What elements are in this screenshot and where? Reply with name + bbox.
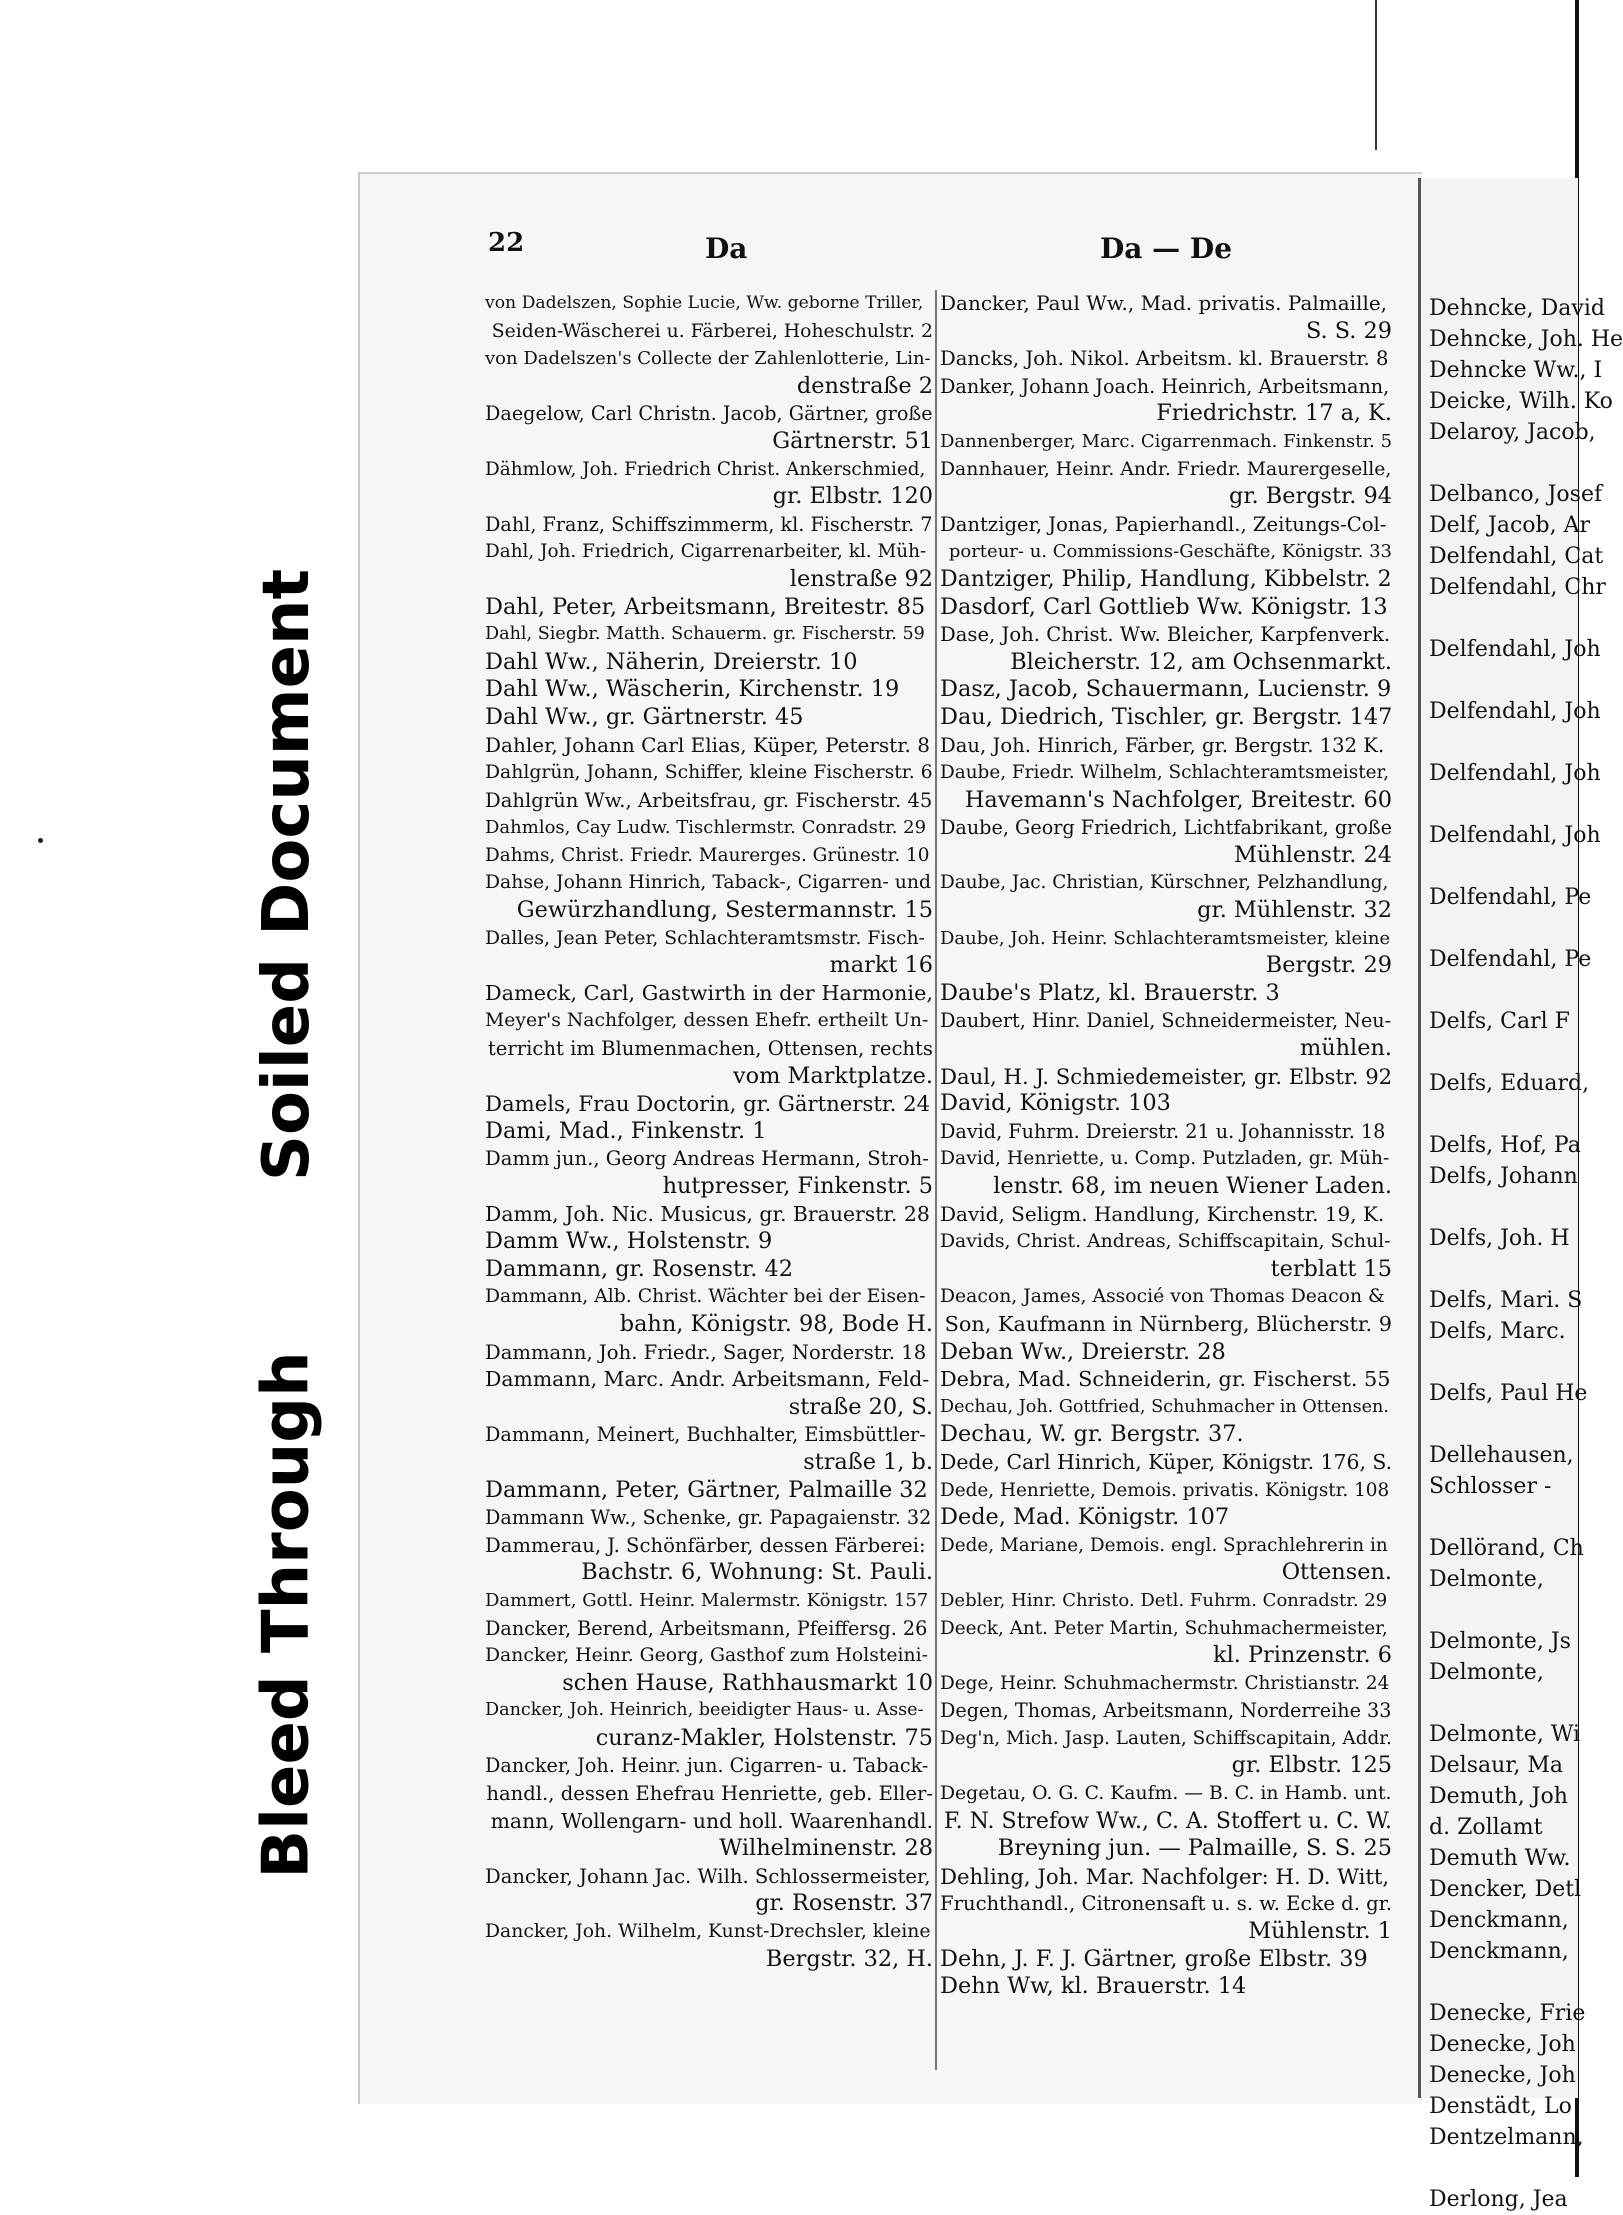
next-page-column: [1429, 293, 1623, 2215]
directory-entry-line: Dechau, W. gr. Bergstr. 37.: [940, 1421, 1244, 1448]
column-divider: [935, 290, 937, 2070]
directory-entry-line: Bergstr. 32, H.: [765, 1945, 933, 1972]
next-page-entry-line: Dentzelmann,: [1429, 2125, 1584, 2150]
directory-entry-line: Dasz, Jacob, Schauermann, Lucienstr. 9: [940, 676, 1392, 703]
directory-entry-line: denstraße 2: [796, 372, 933, 399]
next-page-entry-line: Delmonte, Js: [1429, 1629, 1571, 1654]
next-page-entry-line: Schlosser -: [1429, 1474, 1552, 1499]
directory-entry-line: Daube, Georg Friedrich, Lichtfabrikant, große: [940, 816, 1393, 840]
next-page-entry-line: Dencker, Detl: [1429, 1877, 1582, 1902]
directory-entry-line: Dammann, gr. Rosenstr. 42: [485, 1255, 793, 1282]
directory-entry-line: F. N. Strefow Ww., C. A. Stoffert u. C. W.: [943, 1808, 1392, 1834]
next-page-entry-line: Dehncke, David: [1429, 296, 1605, 321]
next-page-entry-line: [1429, 1967, 1589, 1998]
directory-entry-line: Dammann, Meinert, Buchhalter, Eimsbüttler-: [485, 1423, 926, 1447]
directory-entry-line: Dau, Diedrich, Tischler, gr. Bergstr. 147: [940, 703, 1393, 730]
directory-entry-line: Debra, Mad. Schneiderin, gr. Fischerst. 55: [940, 1367, 1391, 1392]
directory-entry-line: Ottensen.: [1281, 1559, 1392, 1586]
directory-entry-line: vom Marktplatze.: [732, 1062, 933, 1089]
next-page-entry-line: [1429, 1192, 1589, 1223]
directory-entry-line: Gärtnerstr. 51: [772, 427, 933, 454]
directory-entry-line: handl., dessen Ehefrau Henriette, geb. Eller-: [486, 1782, 933, 1806]
directory-entry-line: gr. Mühlenstr. 32: [1197, 897, 1392, 924]
directory-entry-line: Dancker, Heinr. Georg, Gasthof zum Holsteini-: [485, 1645, 928, 1667]
next-page-entry-line: Delfs, Mari. S: [1429, 1288, 1583, 1313]
directory-entry-line: Deg'n, Mich. Jasp. Lauten, Schiffscapitain, Addr.: [940, 1727, 1392, 1749]
directory-entry-line: mühlen.: [1299, 1035, 1392, 1062]
directory-entry-line: Degetau, O. G. C. Kaufm. — B. C. in Hamb. unt.: [940, 1783, 1392, 1805]
directory-entry-line: Dameck, Carl, Gastwirth in der Harmonie,: [485, 980, 934, 1005]
directory-entry-line: straße 1, b.: [803, 1448, 933, 1475]
directory-entry-line: Dahler, Johann Carl Elias, Küper, Peterstr. 8: [485, 732, 930, 757]
directory-entry-line: Fruchthandl., Citronensaft u. s. w. Ecke d. gr.: [940, 1892, 1393, 1916]
directory-entry-line: Debler, Hinr. Christo. Detl. Fuhrm. Conradstr. 29: [940, 1589, 1388, 1611]
next-page-entry-line: Dehncke Ww., I: [1429, 358, 1603, 383]
directory-entry-line: Dau, Joh. Hinrich, Färber, gr. Bergstr. 132 K.: [940, 733, 1385, 757]
directory-entry-line: Havemann's Nachfolger, Breitestr. 60: [964, 786, 1392, 813]
directory-entry-line: gr. Rosenstr. 37: [755, 1890, 933, 1917]
directory-entry-line: Dehling, Joh. Mar. Nachfolger: H. D. Witt,: [940, 1863, 1390, 1889]
left-column: [485, 290, 933, 1973]
directory-entry-line: Dahl Ww., gr. Gärtnerstr. 45: [485, 703, 804, 730]
dust-speck: [38, 838, 43, 843]
next-page-entry-line: [1429, 913, 1589, 944]
directory-entry-line: Son, Kaufmann in Nürnberg, Blücherstr. 9: [944, 1311, 1392, 1336]
directory-entry-line: Dammann, Alb. Christ. Wächter bei der Eisen-: [485, 1286, 926, 1308]
next-page-entry-line: Derlong, Jea: [1429, 2187, 1568, 2212]
next-page-entry-line: [1429, 1254, 1589, 1285]
directory-entry-line: Damm Ww., Holstenstr. 9: [485, 1228, 773, 1255]
directory-entry-line: lenstr. 68, im neuen Wiener Laden.: [993, 1173, 1392, 1199]
directory-entry-line: Dahl Ww., Wäscherin, Kirchenstr. 19: [485, 676, 900, 703]
next-page-entry-line: Delbanco, Josef: [1429, 482, 1603, 507]
next-page-entry-line: [1429, 2153, 1589, 2184]
directory-entry-line: Daul, H. J. Schmiedemeister, gr. Elbstr. 92: [940, 1063, 1393, 1089]
directory-entry-line: S. S. 29: [1305, 317, 1392, 344]
directory-entry-line: Dancker, Joh. Heinr. jun. Cigarren- u. Taback-: [485, 1754, 929, 1778]
directory-entry-line: Deeck, Ant. Peter Martin, Schuhmachermeister,: [940, 1617, 1388, 1639]
next-page-entry-line: Delfendahl, Pe: [1429, 885, 1592, 910]
next-page-entry-line: Deicke, Wilh. Ko: [1429, 389, 1613, 414]
directory-entry-line: Davids, Christ. Andreas, Schiffscapitain, Schul-: [940, 1231, 1391, 1253]
directory-entry-line: Dahmlos, Cay Ludw. Tischlermstr. Conradstr. 29: [485, 817, 927, 839]
next-page-entry-line: Delmonte,: [1429, 1567, 1544, 1592]
directory-entry-line: Dede, Mad. Königstr. 107: [940, 1504, 1230, 1531]
next-page-entry-line: Denecke, Joh: [1429, 2032, 1576, 2057]
directory-entry-line: Bleicherstr. 12, am Ochsenmarkt.: [1010, 648, 1392, 675]
next-page-entry-line: Delfendahl, Joh: [1429, 637, 1601, 662]
directory-entry-line: porteur- u. Commissions-Geschäfte, Königstr. 33: [948, 541, 1392, 563]
next-page-edge: [1418, 178, 1623, 2212]
page-header-right: Da — De: [1100, 232, 1233, 265]
next-page-entry-line: Demuth Ww.: [1429, 1846, 1571, 1871]
directory-entry-line: Dahlgrün, Johann, Schiffer, kleine Fischerstr. 6: [485, 762, 933, 784]
next-page-entry-line: [1429, 448, 1589, 479]
directory-entry-line: Dancker, Paul Ww., Mad. privatis. Palmaille,: [940, 291, 1388, 315]
directory-entry-line: Bergstr. 29: [1265, 952, 1392, 979]
directory-entry-line: Dammerau, J. Schönfärber, dessen Färberei:: [485, 1533, 926, 1557]
directory-entry-line: gr. Elbstr. 120: [772, 483, 933, 510]
next-page-entry-line: Dellörand, Ch: [1429, 1536, 1584, 1561]
directory-entry-line: mann, Wollengarn- und holl. Waarenhandl.: [490, 1808, 933, 1833]
soiled-document-text: Soiled Document: [250, 568, 324, 1182]
directory-entry-line: Wilhelminenstr. 28: [719, 1835, 933, 1862]
next-page-entry-line: Delmonte, Wi: [1429, 1722, 1581, 1747]
directory-entry-line: Meyer's Nachfolger, dessen Ehefr. ertheilt Un-: [485, 1010, 929, 1032]
directory-entry-line: Gewürzhandlung, Sestermannstr. 15: [516, 897, 933, 924]
next-page-entry-line: Delmonte,: [1429, 1660, 1544, 1685]
directory-entry-line: Dahlgrün Ww., Arbeitsfrau, gr. Fischerstr. 45: [485, 788, 933, 812]
directory-entry-line: Dase, Joh. Christ. Ww. Bleicher, Karpfenverk.: [940, 623, 1391, 647]
next-page-entry-line: Delsaur, Ma: [1429, 1753, 1563, 1778]
next-page-entry-line: [1429, 789, 1589, 820]
directory-entry-line: Dede, Carl Hinrich, Küper, Königstr. 176, S.: [940, 1449, 1393, 1474]
next-page-entry-line: Denecke, Frie: [1429, 2001, 1586, 2026]
next-page-entry-line: [1429, 1595, 1589, 1626]
next-page-entry-line: Delfs, Paul He: [1429, 1381, 1588, 1406]
next-page-entry-line: Delf, Jacob, Ar: [1429, 513, 1591, 538]
directory-entry-line: Dantziger, Jonas, Papierhandl., Zeitungs-Col-: [940, 512, 1387, 536]
directory-entry-line: Dahse, Johann Hinrich, Taback-, Cigarren- und: [485, 872, 931, 894]
next-page-entry-line: Delfendahl, Joh: [1429, 761, 1601, 786]
directory-entry-line: Dahl, Peter, Arbeitsmann, Breitestr. 85: [485, 593, 926, 620]
next-page-entry-line: d. Zollamt: [1429, 1815, 1543, 1840]
directory-entry-line: terricht im Blumenmachen, Ottensen, rechts: [487, 1037, 933, 1061]
next-page-entry-line: [1429, 975, 1589, 1006]
next-page-entry-line: [1429, 1037, 1589, 1068]
directory-entry-line: lenstraße 92: [789, 565, 933, 592]
scan-edge-line: [1375, 0, 1377, 150]
next-page-entry-line: Delfs, Joh. H: [1429, 1226, 1570, 1251]
directory-entry-line: Dasdorf, Carl Gottlieb Ww. Königstr. 13: [940, 593, 1388, 620]
directory-entry-line: gr. Elbstr. 125: [1231, 1752, 1392, 1779]
directory-entry-line: Mühlenstr. 24: [1233, 841, 1392, 868]
directory-entry-line: David, Königstr. 103: [940, 1090, 1171, 1117]
next-page-entry-line: [1429, 665, 1589, 696]
directory-entry-line: Dede, Henriette, Demois. privatis. Königstr. 108: [940, 1479, 1390, 1501]
directory-entry-line: Dahl, Joh. Friedrich, Cigarrenarbeiter, kl. Müh-: [485, 541, 927, 563]
directory-entry-line: David, Henriette, u. Comp. Putzladen, gr. Müh-: [940, 1148, 1390, 1170]
directory-entry-line: Mühlenstr. 1: [1248, 1918, 1392, 1945]
directory-entry-line: Dahl Ww., Näherin, Dreierstr. 10: [485, 648, 858, 675]
next-page-entry-line: Denckmann,: [1429, 1908, 1569, 1933]
next-page-entry-line: Delfendahl, Cat: [1429, 544, 1604, 569]
directory-entry-line: Damm jun., Georg Andreas Hermann, Stroh-: [485, 1147, 929, 1171]
directory-entry-line: Dahms, Christ. Friedr. Maurerges. Grünestr. 10: [485, 844, 930, 866]
bleed-through-text: Bleed Through: [250, 1351, 324, 1879]
directory-entry-line: von Dadelszen's Collecte der Zahlenlotterie, Lin-: [485, 348, 931, 370]
next-page-entry-line: Delfs, Johann: [1429, 1164, 1578, 1189]
bleed-through-label: [245, 1345, 329, 1885]
directory-entry-line: Seiden-Wäscherei u. Färberei, Hoheschulstr. 2: [491, 320, 933, 342]
page-header-left: Da: [705, 232, 748, 265]
next-page-entry-line: Delfs, Carl F: [1429, 1009, 1570, 1034]
next-page-entry-line: [1429, 851, 1589, 882]
next-page-entry-line: Dellehausen,: [1429, 1443, 1574, 1468]
soiled-document-label: [245, 568, 329, 1182]
next-page-entry-line: [1429, 727, 1589, 758]
directory-entry-line: Bachstr. 6, Wohnung: St. Pauli.: [581, 1559, 933, 1586]
directory-entry-line: Dede, Mariane, Demois. engl. Sprachlehrerin in: [940, 1534, 1388, 1556]
right-column: [940, 290, 1392, 2001]
directory-entry-line: Dammann, Peter, Gärtner, Palmaille 32: [485, 1476, 928, 1503]
directory-entry-line: von Dadelszen, Sophie Lucie, Ww. geborne Triller,: [485, 293, 924, 313]
directory-entry-line: schen Hause, Rathhausmarkt 10: [562, 1669, 933, 1696]
directory-entry-line: terblatt 15: [1270, 1255, 1392, 1282]
directory-entry-line: Dancker, Johann Jac. Wilh. Schlossermeister,: [485, 1864, 931, 1888]
next-page-entry-line: [1429, 1502, 1589, 1533]
directory-entry-line: kl. Prinzenstr. 6: [1213, 1642, 1392, 1669]
directory-entry-line: Dalles, Jean Peter, Schlachteramtsmstr. Fisch-: [485, 927, 925, 949]
directory-entry-line: Deban Ww., Dreierstr. 28: [940, 1338, 1226, 1365]
directory-entry-line: Dancks, Joh. Nikol. Arbeitsm. kl. Brauerstr. 8: [940, 347, 1389, 371]
next-page-entry-line: Denckmann,: [1429, 1939, 1569, 1964]
next-page-entry-line: Delfs, Marc.: [1429, 1319, 1566, 1344]
next-page-entry-line: Dehncke, Joh. He: [1429, 327, 1623, 352]
directory-entry-line: Dancker, Berend, Arbeitsmann, Pfeiffersg. 26: [485, 1616, 928, 1640]
directory-entry-line: markt 16: [829, 952, 933, 979]
directory-entry-line: Dahl, Franz, Schiffszimmerm, kl. Fischerstr. 7: [485, 512, 933, 536]
directory-entry-line: Daube, Joh. Heinr. Schlachteramtsmeister, kleine: [940, 927, 1391, 949]
next-page-entry-line: Demuth, Joh: [1429, 1784, 1568, 1809]
directory-entry-line: Danker, Johann Joach. Heinrich, Arbeitsmann,: [940, 374, 1390, 398]
directory-entry-line: Daube's Platz, kl. Brauerstr. 3: [940, 979, 1280, 1006]
next-page-entry-line: Delfendahl, Joh: [1429, 823, 1601, 848]
directory-entry-line: Dantziger, Philip, Handlung, Kibbelstr. 2: [940, 566, 1392, 592]
directory-entry-line: Friedrichstr. 17 a, K.: [1156, 400, 1392, 427]
next-page-entry-line: Delfs, Eduard,: [1429, 1071, 1590, 1096]
directory-entry-line: Dehn, J. F. J. Gärtner, große Elbstr. 39: [940, 1945, 1368, 1972]
directory-entry-line: Damels, Frau Doctorin, gr. Gärtnerstr. 24: [485, 1091, 931, 1117]
directory-entry-line: curanz-Makler, Holstenstr. 75: [595, 1724, 933, 1751]
directory-entry-line: Dehn Ww, kl. Brauerstr. 14: [940, 1973, 1247, 2000]
directory-entry-line: Dammann, Marc. Andr. Arbeitsmann, Feld-: [485, 1367, 930, 1392]
directory-entry-line: Dege, Heinr. Schuhmachermstr. Christianstr. 24: [940, 1672, 1390, 1694]
directory-entry-line: gr. Bergstr. 94: [1228, 483, 1392, 510]
directory-entry-line: Dahl, Siegbr. Matth. Schauerm. gr. Fischerstr. 59: [485, 624, 925, 645]
directory-entry-line: Dannhauer, Heinr. Andr. Friedr. Maurergeselle,: [940, 458, 1392, 480]
next-page-entry-line: [1429, 1347, 1589, 1378]
next-page-entry-line: Delaroy, Jacob,: [1429, 420, 1596, 445]
directory-entry-line: Dammann Ww., Schenke, gr. Papagaienstr. 32: [485, 1506, 932, 1530]
directory-entry-line: Daegelow, Carl Christn. Jacob, Gärtner, große: [485, 402, 933, 426]
next-page-entry-line: Delfendahl, Joh: [1429, 699, 1601, 724]
directory-entry-line: Dami, Mad., Finkenstr. 1: [485, 1117, 767, 1144]
directory-entry-line: Daube, Jac. Christian, Kürschner, Pelzhandlung,: [940, 872, 1389, 894]
directory-entry-line: Dancker, Joh. Heinrich, beeidigter Haus- u. Asse-: [485, 1700, 924, 1721]
next-page-entry-line: Delfendahl, Chr: [1429, 575, 1606, 600]
directory-entry-line: bahn, Königstr. 98, Bode H.: [619, 1310, 933, 1337]
directory-entry-line: Deacon, James, Associé von Thomas Deacon &: [940, 1286, 1385, 1308]
directory-entry-line: Damm, Joh. Nic. Musicus, gr. Brauerstr. 28: [485, 1201, 930, 1226]
directory-entry-line: Dechau, Joh. Gottfried, Schuhmacher in Ottensen.: [940, 1396, 1389, 1417]
page-number: 22: [488, 228, 525, 258]
directory-entry-line: Daubert, Hinr. Daniel, Schneidermeister, Neu-: [940, 1009, 1392, 1033]
next-page-entry-line: [1429, 1099, 1589, 1130]
next-page-entry-line: Delfendahl, Pe: [1429, 947, 1592, 972]
directory-entry-line: Dancker, Joh. Wilhelm, Kunst-Drechsler, kleine: [485, 1921, 931, 1943]
directory-entry-line: Breyning jun. — Palmaille, S. S. 25: [997, 1835, 1392, 1862]
directory-entry-line: David, Seligm. Handlung, Kirchenstr. 19, K.: [940, 1201, 1385, 1226]
next-page-entry-line: [1429, 1688, 1589, 1719]
directory-entry-line: hutpresser, Finkenstr. 5: [662, 1173, 933, 1199]
next-page-entry-line: Delfs, Hof, Pa: [1429, 1133, 1581, 1158]
directory-entry-line: Dammert, Gottl. Heinr. Malermstr. Königstr. 157: [485, 1589, 929, 1611]
directory-entry-line: straße 20, S.: [788, 1393, 933, 1420]
next-page-entry-line: Denstädt, Lo: [1429, 2094, 1572, 2119]
next-page-entry-line: [1429, 1409, 1589, 1440]
directory-entry-line: Dammann, Joh. Friedr., Sager, Norderstr. 18: [485, 1340, 927, 1364]
directory-entry-line: Degen, Thomas, Arbeitsmann, Norderreihe 33: [940, 1699, 1392, 1723]
directory-entry-line: Dähmlow, Joh. Friedrich Christ. Ankerschmied,: [485, 458, 926, 480]
next-page-entry-line: Denecke, Joh: [1429, 2063, 1576, 2088]
next-page-entry-line: [1429, 603, 1589, 634]
directory-entry-line: David, Fuhrm. Dreierstr. 21 u. Johannisstr. 18: [940, 1119, 1386, 1143]
directory-entry-line: Dannenberger, Marc. Cigarrenmach. Finkenstr. 5: [940, 430, 1393, 452]
directory-entry-line: Daube, Friedr. Wilhelm, Schlachteramtsmeister,: [940, 762, 1390, 784]
